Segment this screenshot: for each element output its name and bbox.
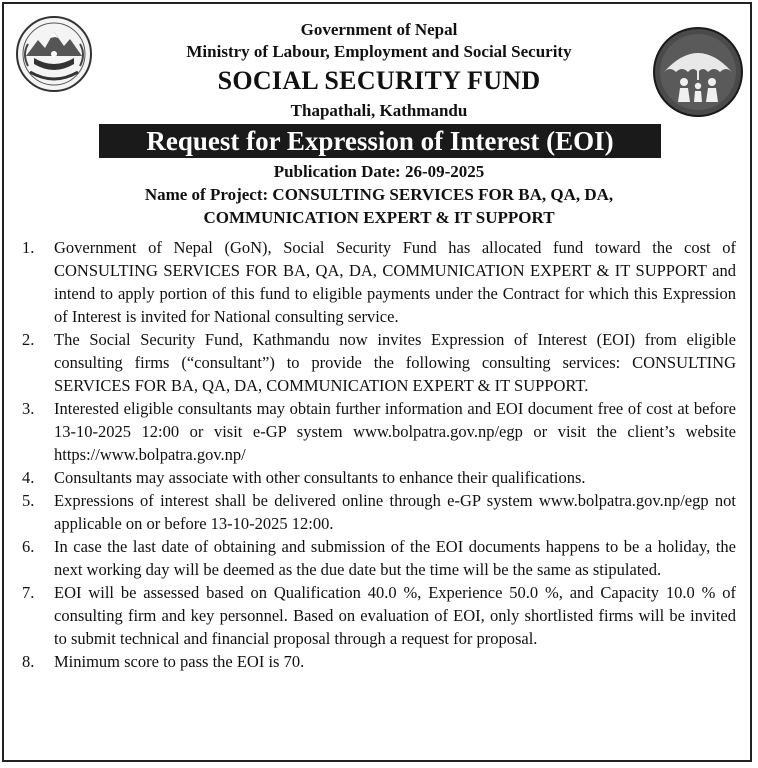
item-number: 3. — [22, 399, 35, 418]
government-heading: Government of Nepal — [300, 20, 458, 39]
list-item — [22, 466, 736, 489]
item-number: 2. — [22, 330, 35, 349]
list-item — [22, 236, 736, 328]
item-number: 8. — [22, 652, 35, 671]
item-text: In case the last date of obtaining and submission of the EOI documents happens to be a holiday, the next working day will be deemed as the due date but the time will be the same as stipulated. — [54, 537, 736, 579]
item-text: The Social Security Fund, Kathmandu now invites Expression of Interest (EOI) from eligible consulting firms (“consultant”) to provide the following consulting services: CONSULTING SERVICES FOR BA, QA, DA, COMMUNICATION EXPERT & IT SUPPORT. — [54, 330, 736, 395]
item-text: Expressions of interest shall be delivered online through e-GP system www.bolpatra.gov.np/egp not applicable on or before 13-10-2025 12:00. — [54, 491, 736, 533]
project-name-line-2: COMMUNICATION EXPERT & IT SUPPORT — [203, 208, 555, 227]
item-text: Consultants may associate with other consultants to enhance their qualifications. — [54, 468, 586, 487]
address-heading: Thapathali, Kathmandu — [290, 101, 468, 120]
item-number: 5. — [22, 491, 35, 510]
publication-date: Publication Date: 26-09-2025 — [273, 162, 485, 181]
list-item — [22, 397, 736, 466]
item-number: 6. — [22, 537, 35, 556]
list-item — [22, 650, 736, 673]
item-text: EOI will be assessed based on Qualification 40.0 %, Experience 50.0 %, and Capacity 10.0 % of consulting firm and key personnel. Based on evaluation of EOI, only shortlisted firms will be invited to submit technical and financial proposal through a request for proposal. — [54, 583, 736, 648]
project-name-line-1: Name of Project: CONSULTING SERVICES FOR BA, QA, DA, — [144, 185, 614, 204]
item-text: Interested eligible consultants may obtain further information and EOI document free of cost at before 13-10-2025 12:00 or visit e-GP system www.bolpatra.gov.np/egp or visit the client’s website https://www.bolpatra.gov.np/ — [54, 399, 736, 464]
item-text: Government of Nepal (GoN), Social Security Fund has allocated fund toward the cost of CONSULTING SERVICES FOR BA, QA, DA, COMMUNICATION EXPERT & IT SUPPORT and intend to apply portion of this fund to eligible payments under the Contract for which this Expression of Interest is invited for National consulting service. — [54, 238, 736, 326]
list-item — [22, 535, 736, 581]
item-number: 7. — [22, 583, 35, 602]
fund-name-heading: SOCIAL SECURITY FUND — [217, 66, 541, 95]
item-number: 4. — [22, 468, 35, 487]
list-item — [22, 328, 736, 397]
item-number: 1. — [22, 238, 35, 257]
ministry-heading: Ministry of Labour, Employment and Social Security — [186, 42, 572, 61]
item-text: Minimum score to pass the EOI is 70. — [54, 652, 305, 671]
list-item — [22, 489, 736, 535]
eoi-title-bar: Request for Expression of Interest (EOI) — [99, 124, 661, 158]
list-item — [22, 581, 736, 650]
eoi-terms-list — [22, 236, 736, 673]
